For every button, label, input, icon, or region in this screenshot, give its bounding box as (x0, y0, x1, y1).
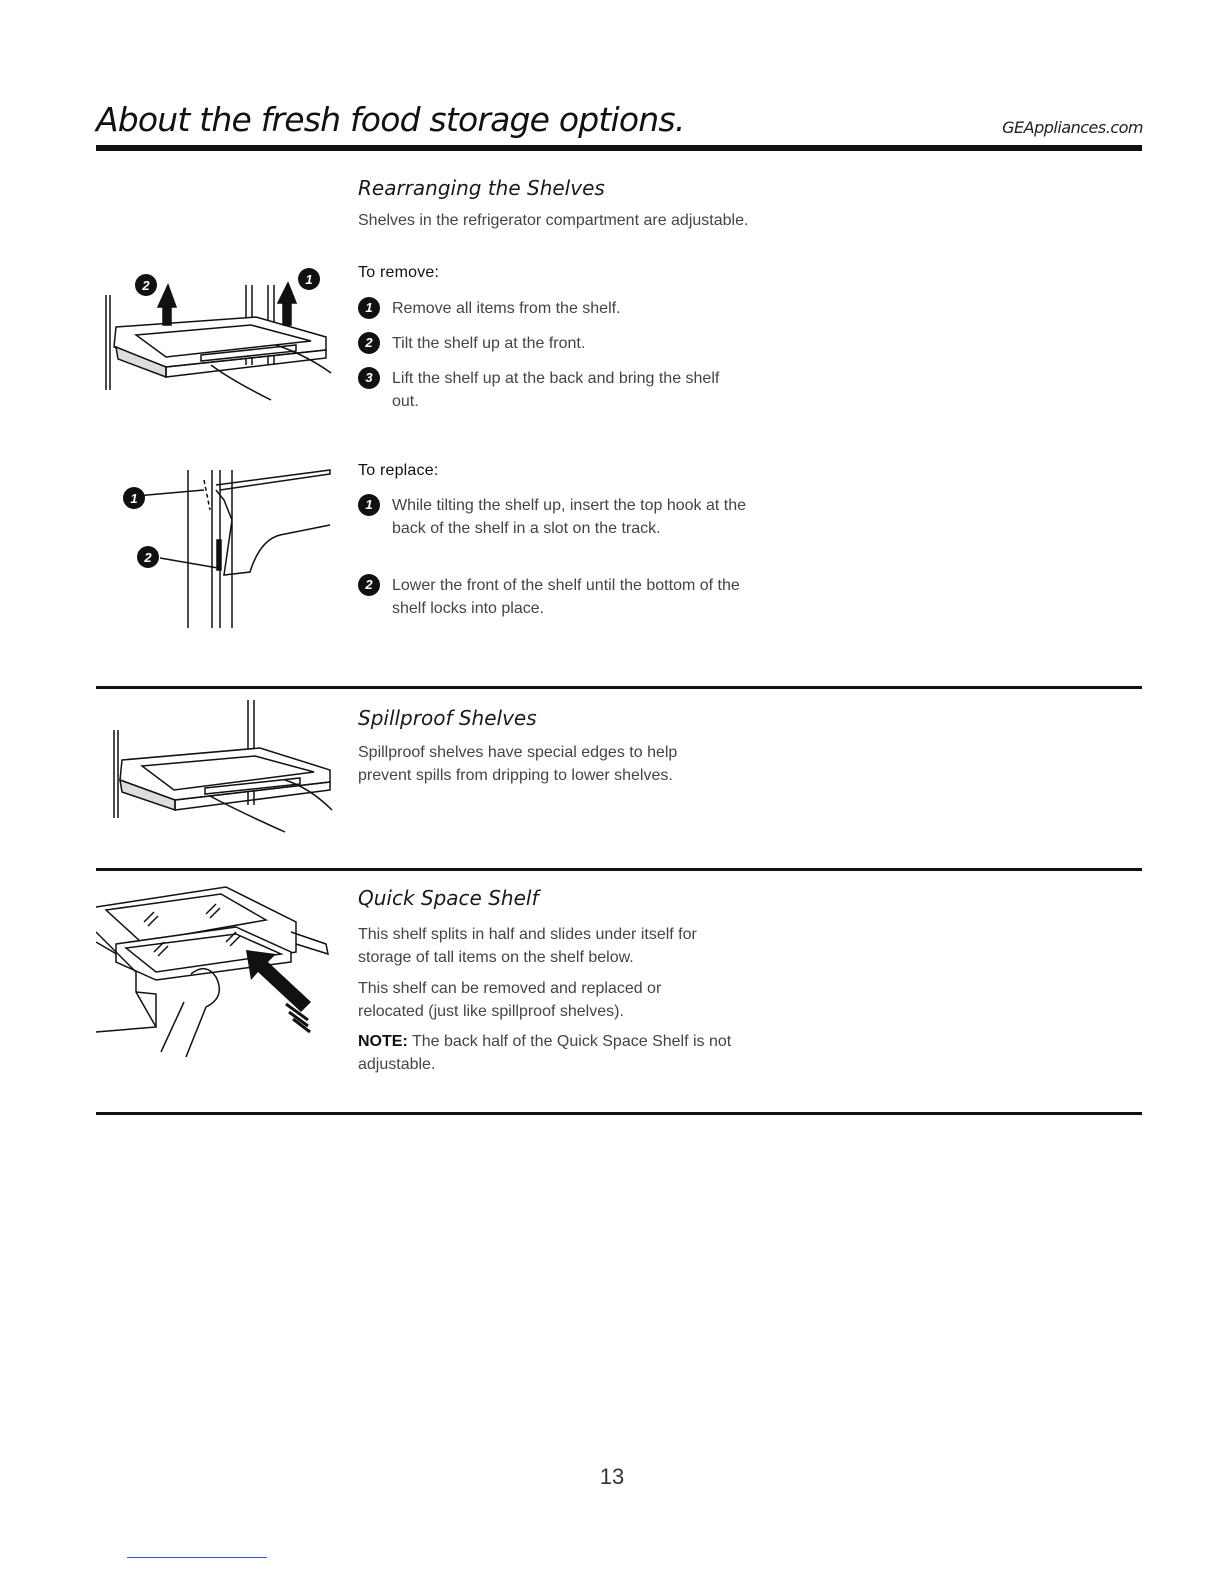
header-rule (96, 145, 1142, 151)
quickspace-note (358, 1030, 748, 1076)
section-divider (96, 686, 1142, 689)
callout-2: 2 (142, 278, 150, 293)
replace-step-2 (358, 574, 748, 620)
page-number: 13 (599, 1464, 625, 1489)
note-label: NOTE: (358, 1033, 408, 1050)
footer-link-underline (127, 1557, 267, 1558)
section-divider (96, 1112, 1142, 1115)
note-text: The back half of the Quick Space Shelf is not adjustable. (358, 1033, 732, 1073)
section-divider (96, 868, 1142, 871)
step-number-badge: 3 (358, 367, 380, 389)
shelf-replace-illustration (120, 460, 340, 630)
shelf-remove-illustration (96, 255, 346, 415)
replace-step-2-text: Lower the front of the shelf until the bottom of the shelf locks into place. (392, 577, 740, 617)
section-title-rearranging: Rearranging the Shelves (358, 176, 605, 200)
replace-step-1-text: While tilting the shelf up, insert the top hook at the back of the shelf in a slot on the track. (392, 497, 746, 537)
section-title-quickspace: Quick Space Shelf (358, 886, 539, 910)
step-number-badge: 1 (358, 297, 380, 319)
replace-title: To replace: (358, 462, 439, 479)
remove-step-1 (358, 297, 758, 320)
remove-step-2 (358, 332, 758, 355)
page-title: About the fresh food storage options. (96, 100, 685, 139)
step-number-badge: 2 (358, 574, 380, 596)
site-url: GEAppliances.com (1002, 118, 1143, 137)
callout-1: 1 (130, 491, 138, 506)
remove-step-1-text: Remove all items from the shelf. (392, 300, 621, 317)
callout-1: 1 (305, 272, 313, 287)
section-title-spillproof: Spillproof Shelves (358, 706, 537, 730)
replace-step-1 (358, 494, 748, 540)
quickspace-text-2: This shelf can be removed and replaced or relocated (just like spillproof shelves). (358, 980, 662, 1020)
quick-space-shelf-illustration (96, 882, 346, 1057)
remove-title: To remove: (358, 264, 440, 281)
spillproof-text: Spillproof shelves have special edges to help prevent spills from dripping to lower shelves. (358, 744, 678, 784)
remove-step-2-text: Tilt the shelf up at the front. (392, 335, 586, 352)
remove-step-3-text: Lift the shelf up at the back and bring the shelf out. (392, 370, 720, 410)
rearranging-intro: Shelves in the refrigerator compartment are adjustable. (358, 212, 749, 229)
step-number-badge: 2 (358, 332, 380, 354)
quickspace-text-1: This shelf splits in half and slides under itself for storage of tall items on the shelf below. (358, 926, 697, 966)
callout-2: 2 (144, 550, 152, 565)
remove-step-3 (358, 367, 728, 413)
spillproof-shelf-illustration (100, 700, 350, 840)
step-number-badge: 1 (358, 494, 380, 516)
